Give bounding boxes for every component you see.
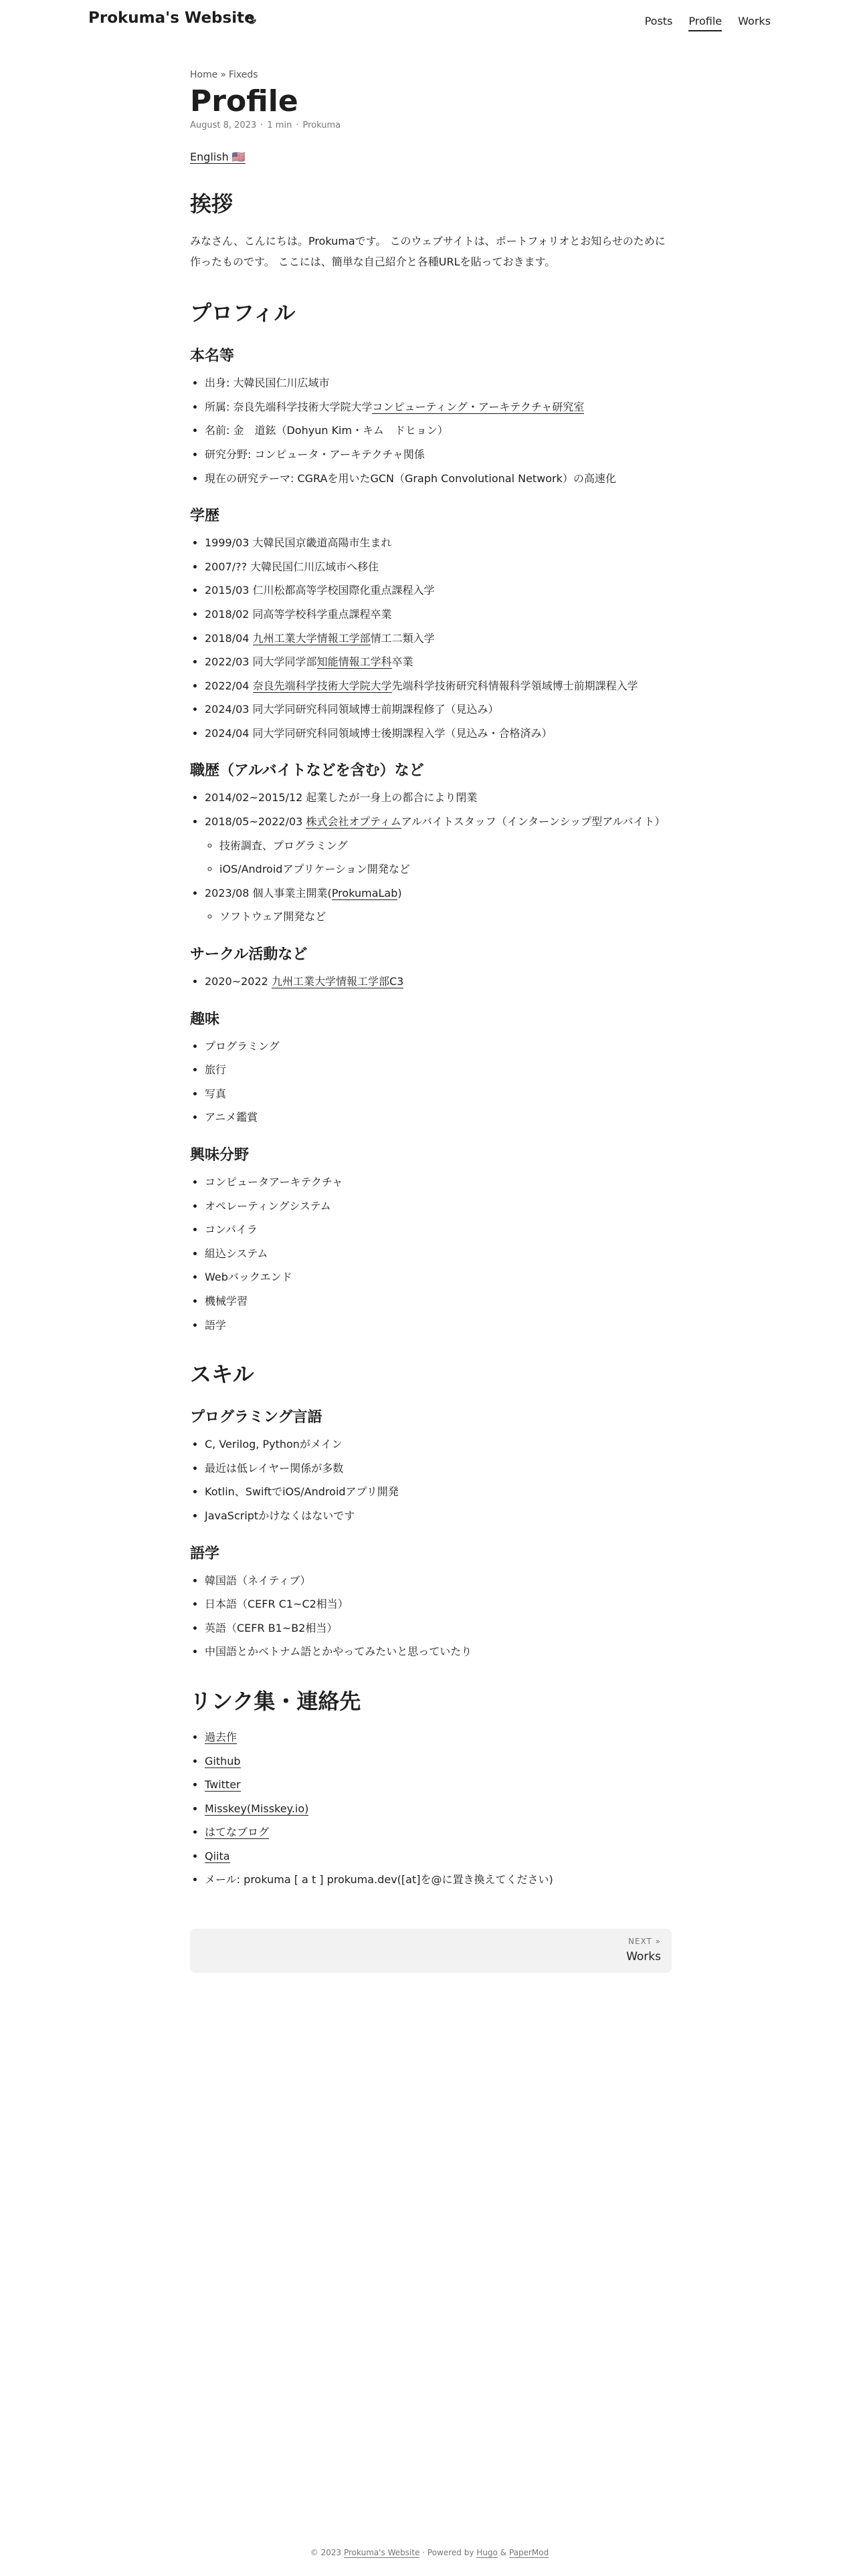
post-author: Prokuma (302, 120, 341, 131)
nav-profile[interactable]: Profile (688, 12, 722, 31)
post-date: August 8, 2023 (190, 120, 257, 131)
item-prefix: 2018/04 (205, 631, 253, 645)
list-item: • プログラミング (205, 1038, 672, 1055)
next-page-link[interactable] (626, 1937, 661, 1963)
item-suffix: 情工二類入学 (370, 631, 435, 645)
list-item: • 語学 (205, 1317, 672, 1334)
meta-separator: · (260, 120, 264, 131)
greeting-text: みなさん、こんにちは。Prokumaです。 このウェブサイトは、ポートフォリオとお知らせのために作ったものです。 ここには、簡単な自己紹介と各種URLを貼っておきます。 (190, 235, 666, 268)
list-item: • コンパイラ (205, 1221, 672, 1239)
misskey-link[interactable]: Misskey(Misskey.io) (205, 1802, 309, 1815)
profile-heading: プロフィル (190, 300, 296, 326)
site-footer (0, 2548, 859, 2557)
list-item: • Kotlin、SwiftでiOS/Androidアプリ開発 (205, 1483, 672, 1501)
links-heading: リンク集・連絡先 (190, 1688, 361, 1714)
list-item (205, 813, 672, 878)
list-item (205, 1800, 672, 1818)
list-item: • 2015/03 仁川松都高等学校国際化重点課程入学 (205, 582, 672, 599)
list-item (205, 1824, 672, 1841)
list-item: • 2018/02 同高等学校科学重点課程卒業 (205, 606, 672, 623)
circle-list (190, 973, 672, 990)
site-logo[interactable]: Prokuma's Website (88, 9, 255, 27)
career-list (190, 789, 672, 926)
list-item: • 研究分野: コンピュータ・アーキテクチャ関係 (205, 446, 672, 463)
item-prefix: 所属: 奈良先端科学技術大学院大学 (205, 400, 373, 413)
list-item: • 写真 (205, 1085, 672, 1103)
footer-amp: & (500, 2548, 507, 2557)
list-item (205, 1729, 672, 1746)
list-item: • Webバックエンド (205, 1269, 672, 1286)
lab-link[interactable]: コンピューティング・アーキテクチャ研究室 (372, 400, 585, 413)
programming-heading: プログラミング言語 (190, 1409, 322, 1426)
list-item (205, 677, 672, 695)
footer-hugo-link[interactable]: Hugo (476, 2548, 498, 2557)
item-prefix: 2020~2022 (205, 975, 272, 988)
translation-english-label: English (190, 150, 229, 164)
footer-powered-by: · Powered by (422, 2548, 474, 2557)
item-suffix: 先端科学技術研究科情報科学領域博士前期課程入学 (391, 679, 638, 692)
skills-heading: スキル (190, 1362, 254, 1388)
name-section-heading: 本名等 (190, 348, 235, 365)
education-list (190, 534, 672, 742)
breadcrumb-home[interactable]: Home (190, 70, 218, 80)
us-flag-icon: 🇺🇸 (231, 150, 246, 164)
list-item (205, 630, 672, 647)
list-item: • C, Verilog, Pythonがメイン (205, 1436, 672, 1453)
programming-list (190, 1436, 672, 1524)
list-item: • 最近は低レイヤー関係が多数 (205, 1460, 672, 1477)
item-suffix: アルバイトスタッフ（インターンシップ型アルバイト） (401, 815, 666, 829)
list-item: • 機械学習 (205, 1293, 672, 1310)
breadcrumb (190, 70, 672, 80)
item-prefix: 2022/04 (205, 679, 253, 692)
item-prefix: 2023/08 個人事業主開業( (205, 886, 332, 899)
footer-copyright: © 2023 (310, 2548, 342, 2557)
translation-english-link[interactable] (190, 150, 246, 164)
list-item: • 出身: 大韓民国仁川広域市 (205, 374, 672, 392)
github-link[interactable]: Github (205, 1754, 241, 1767)
links-list (190, 1729, 672, 1889)
career-heading: 職歴（アルバイトなどを含む）など (190, 762, 424, 780)
optim-link[interactable]: 株式会社オプティム (306, 815, 401, 829)
site-header (0, 0, 859, 43)
next-title: Works (626, 1950, 661, 1964)
list-item: • 旅行 (205, 1061, 672, 1079)
naist-link[interactable]: 奈良先端科学技術大学院大学 (252, 679, 392, 692)
post-meta (190, 120, 672, 130)
main-nav (645, 12, 771, 31)
education-heading: 学歴 (190, 508, 220, 525)
hobbies-heading: 趣味 (190, 1010, 220, 1028)
sublist-item: ◦ iOS/Androidアプリケーション開発など (219, 861, 672, 878)
circle-heading: サークル活動など (190, 946, 308, 964)
read-time: 1 min (267, 120, 292, 131)
list-item: • 韓国語（ネイティブ） (205, 1572, 672, 1590)
mail-item: • メール: prokuma [ a t ] prokuma.dev([at]を@に置き換えてください) (205, 1871, 672, 1889)
list-item: • 日本語（CEFR C1~C2相当） (205, 1596, 672, 1613)
department-link[interactable]: 知能情報工学科 (316, 655, 392, 669)
breadcrumb-separator: » (220, 70, 226, 80)
sublist-item: ◦ ソフトウェア開発など (219, 908, 672, 926)
breadcrumb-fixeds[interactable]: Fixeds (228, 70, 258, 80)
list-item (205, 1753, 672, 1770)
list-item (205, 1776, 672, 1794)
list-item: • コンピュータアーキテクチャ (205, 1174, 672, 1191)
footer-site-link[interactable]: Prokuma's Website (343, 2548, 420, 2557)
hobbies-list (190, 1038, 672, 1126)
list-item: • オペレーティングシステム (205, 1198, 672, 1215)
list-item: • 中国語とかベトナム語とかやってみたいと思っていたり (205, 1643, 672, 1660)
page-title: Profile (190, 84, 298, 118)
list-item: • 2014/02~2015/12 起業したが一身上の都合により閉業 (205, 789, 672, 807)
list-item: • 英語（CEFR B1~B2相当） (205, 1620, 672, 1637)
career-sublist (205, 837, 672, 878)
languages-heading: 語学 (190, 1545, 220, 1562)
list-item (205, 973, 672, 990)
list-item (205, 885, 672, 926)
main-content (190, 70, 672, 1973)
list-item (205, 653, 672, 671)
prokumalab-link[interactable]: ProkumaLab (331, 886, 398, 899)
interests-list (190, 1174, 672, 1333)
past-works-link[interactable]: 過去作 (205, 1730, 237, 1743)
kyutech-link[interactable]: 九州工業大学情報工学部 (252, 631, 371, 645)
meta-separator: · (296, 120, 299, 131)
pagination-nav (190, 1929, 672, 1973)
list-item: • 1999/03 大韓民国京畿道高陽市生まれ (205, 534, 672, 552)
list-item: • 現在の研究テーマ: CGRAを用いたGCN（Graph Convolutional Network）の高速化 (205, 470, 672, 488)
list-item: • 組込システム (205, 1245, 672, 1263)
career-sublist (205, 908, 672, 926)
name-section-list (190, 374, 672, 487)
nav-works[interactable]: Works (738, 15, 771, 27)
list-item: • 2024/03 同大学同研究科同領域博士前期課程修了（見込み） (205, 701, 672, 718)
list-item: • 名前: 金 道鉉（Dohyun Kim・キム ドヒョン） (205, 422, 672, 439)
translations (190, 150, 672, 163)
list-item: • アニメ鑑賞 (205, 1109, 672, 1126)
interests-heading: 興味分野 (190, 1147, 250, 1164)
nav-posts[interactable]: Posts (644, 15, 673, 27)
greeting-heading: 挨拶 (190, 191, 233, 217)
next-label: NEXT » (628, 1937, 661, 1947)
c3-link[interactable]: 九州工業大学情報工学部C3 (271, 975, 404, 988)
list-item: • 2024/04 同大学同研究科同領域博士後期課程入学（見込み・合格済み） (205, 725, 672, 742)
item-prefix: 2018/05~2022/03 (205, 815, 306, 829)
hatena-blog-link[interactable]: はてなブログ (205, 1826, 270, 1839)
footer-papermod-link[interactable]: PaperMod (508, 2548, 549, 2557)
moon-icon[interactable] (246, 13, 258, 25)
list-item: • JavaScriptかけなくはないです (205, 1507, 672, 1525)
twitter-link[interactable]: Twitter (205, 1778, 241, 1792)
item-prefix: 2022/03 同大学同学部 (205, 655, 317, 669)
languages-list (190, 1572, 672, 1660)
list-item (205, 1848, 672, 1865)
sublist-item: ◦ 技術調査、プログラミング (219, 837, 672, 855)
item-suffix: ) (397, 886, 402, 899)
item-suffix: 卒業 (391, 655, 413, 669)
qiita-link[interactable]: Qiita (205, 1849, 230, 1862)
list-item (205, 399, 672, 416)
list-item: • 2007/?? 大韓民国仁川広域市へ移住 (205, 558, 672, 576)
